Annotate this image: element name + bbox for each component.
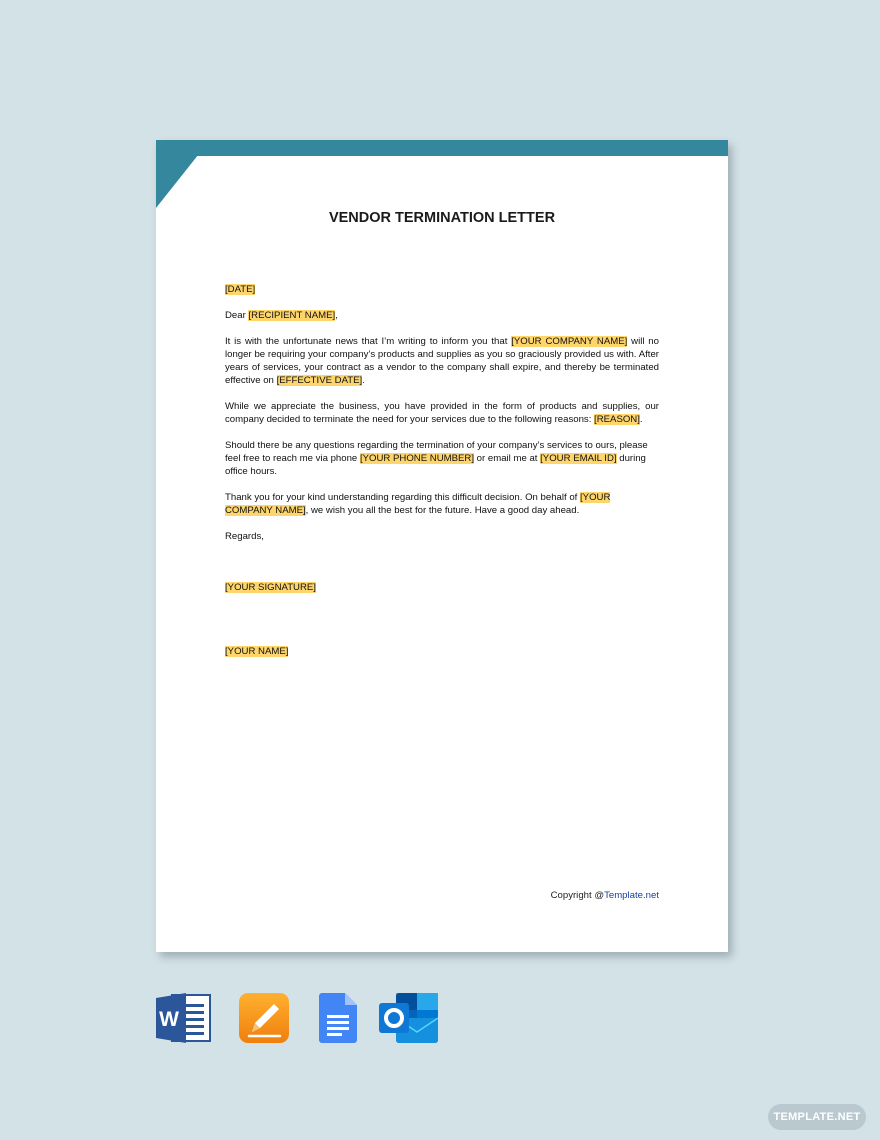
effective-date-placeholder[interactable]: [EFFECTIVE DATE] — [276, 375, 363, 386]
header-band — [156, 140, 728, 156]
company-placeholder-2[interactable]: [YOUR COMPANY NAME] — [225, 492, 611, 516]
greeting-prefix: Dear — [225, 310, 249, 321]
date-line — [225, 283, 659, 296]
word-icon[interactable] — [156, 992, 212, 1044]
copyright-notice — [551, 890, 659, 901]
greeting — [225, 309, 659, 322]
recipient-placeholder[interactable]: [RECIPIENT NAME] — [248, 310, 336, 321]
signature-line — [225, 581, 659, 594]
p3-text-c: during office hours. — [225, 453, 646, 477]
p2-text-a: While we appreciate the business, you have provided in the form of products and supplies, our company decided to terminate the need for your services due to the following reasons: — [225, 401, 659, 425]
company-placeholder[interactable]: [YOUR COMPANY NAME] — [511, 336, 628, 347]
letter-page — [156, 140, 728, 952]
reason-placeholder[interactable]: [REASON] — [594, 414, 640, 425]
copyright-prefix: Copyright @ — [550, 890, 605, 901]
date-placeholder[interactable]: [DATE] — [225, 284, 256, 295]
word-glyph: W — [159, 1008, 179, 1031]
p4-text-a: Thank you for your kind understanding regarding this difficult decision. On behalf of — [225, 492, 581, 503]
google-docs-icon[interactable] — [318, 992, 358, 1044]
document-title: VENDOR TERMINATION LETTER — [328, 210, 556, 226]
p2-text-b: . — [639, 414, 643, 425]
email-placeholder[interactable]: [YOUR EMAIL ID] — [540, 453, 617, 464]
greeting-suffix: , — [335, 310, 338, 321]
letter-body — [225, 283, 659, 658]
corner-accent — [156, 140, 210, 208]
p1-text-b: will no longer be requiring your company’s products and supplies as you so graciously provided us with. After years of services, your contract as a vendor to the company shall expire, and thereby be terminated effective on — [225, 336, 659, 386]
pages-icon[interactable] — [238, 992, 290, 1044]
watermark-badge: TEMPLATE.NET — [768, 1104, 866, 1130]
name-placeholder[interactable]: [YOUR NAME] — [225, 646, 289, 657]
paragraph-1 — [225, 335, 659, 387]
phone-placeholder[interactable]: [YOUR PHONE NUMBER] — [359, 453, 475, 464]
p1-text-c: . — [362, 375, 365, 386]
outlook-icon[interactable] — [378, 992, 440, 1044]
p3-text-a: Should there be any questions regarding the termination of your company’s services to ours, please feel free to reach me via phone — [225, 440, 648, 464]
paragraph-3 — [225, 439, 659, 478]
p1-text-a: It is with the unfortunate news that I’m writing to inform you that — [225, 336, 512, 347]
paragraph-4 — [225, 491, 659, 517]
closing: Regards, — [225, 531, 264, 542]
p3-text-b: or email me at — [474, 453, 541, 464]
signature-placeholder[interactable]: [YOUR SIGNATURE] — [225, 582, 316, 593]
paragraph-2 — [225, 400, 659, 426]
copyright-link[interactable]: Template.net — [604, 890, 659, 901]
name-line — [225, 645, 659, 658]
p4-text-b: , we wish you all the best for the future. Have a good day ahead. — [305, 505, 580, 516]
